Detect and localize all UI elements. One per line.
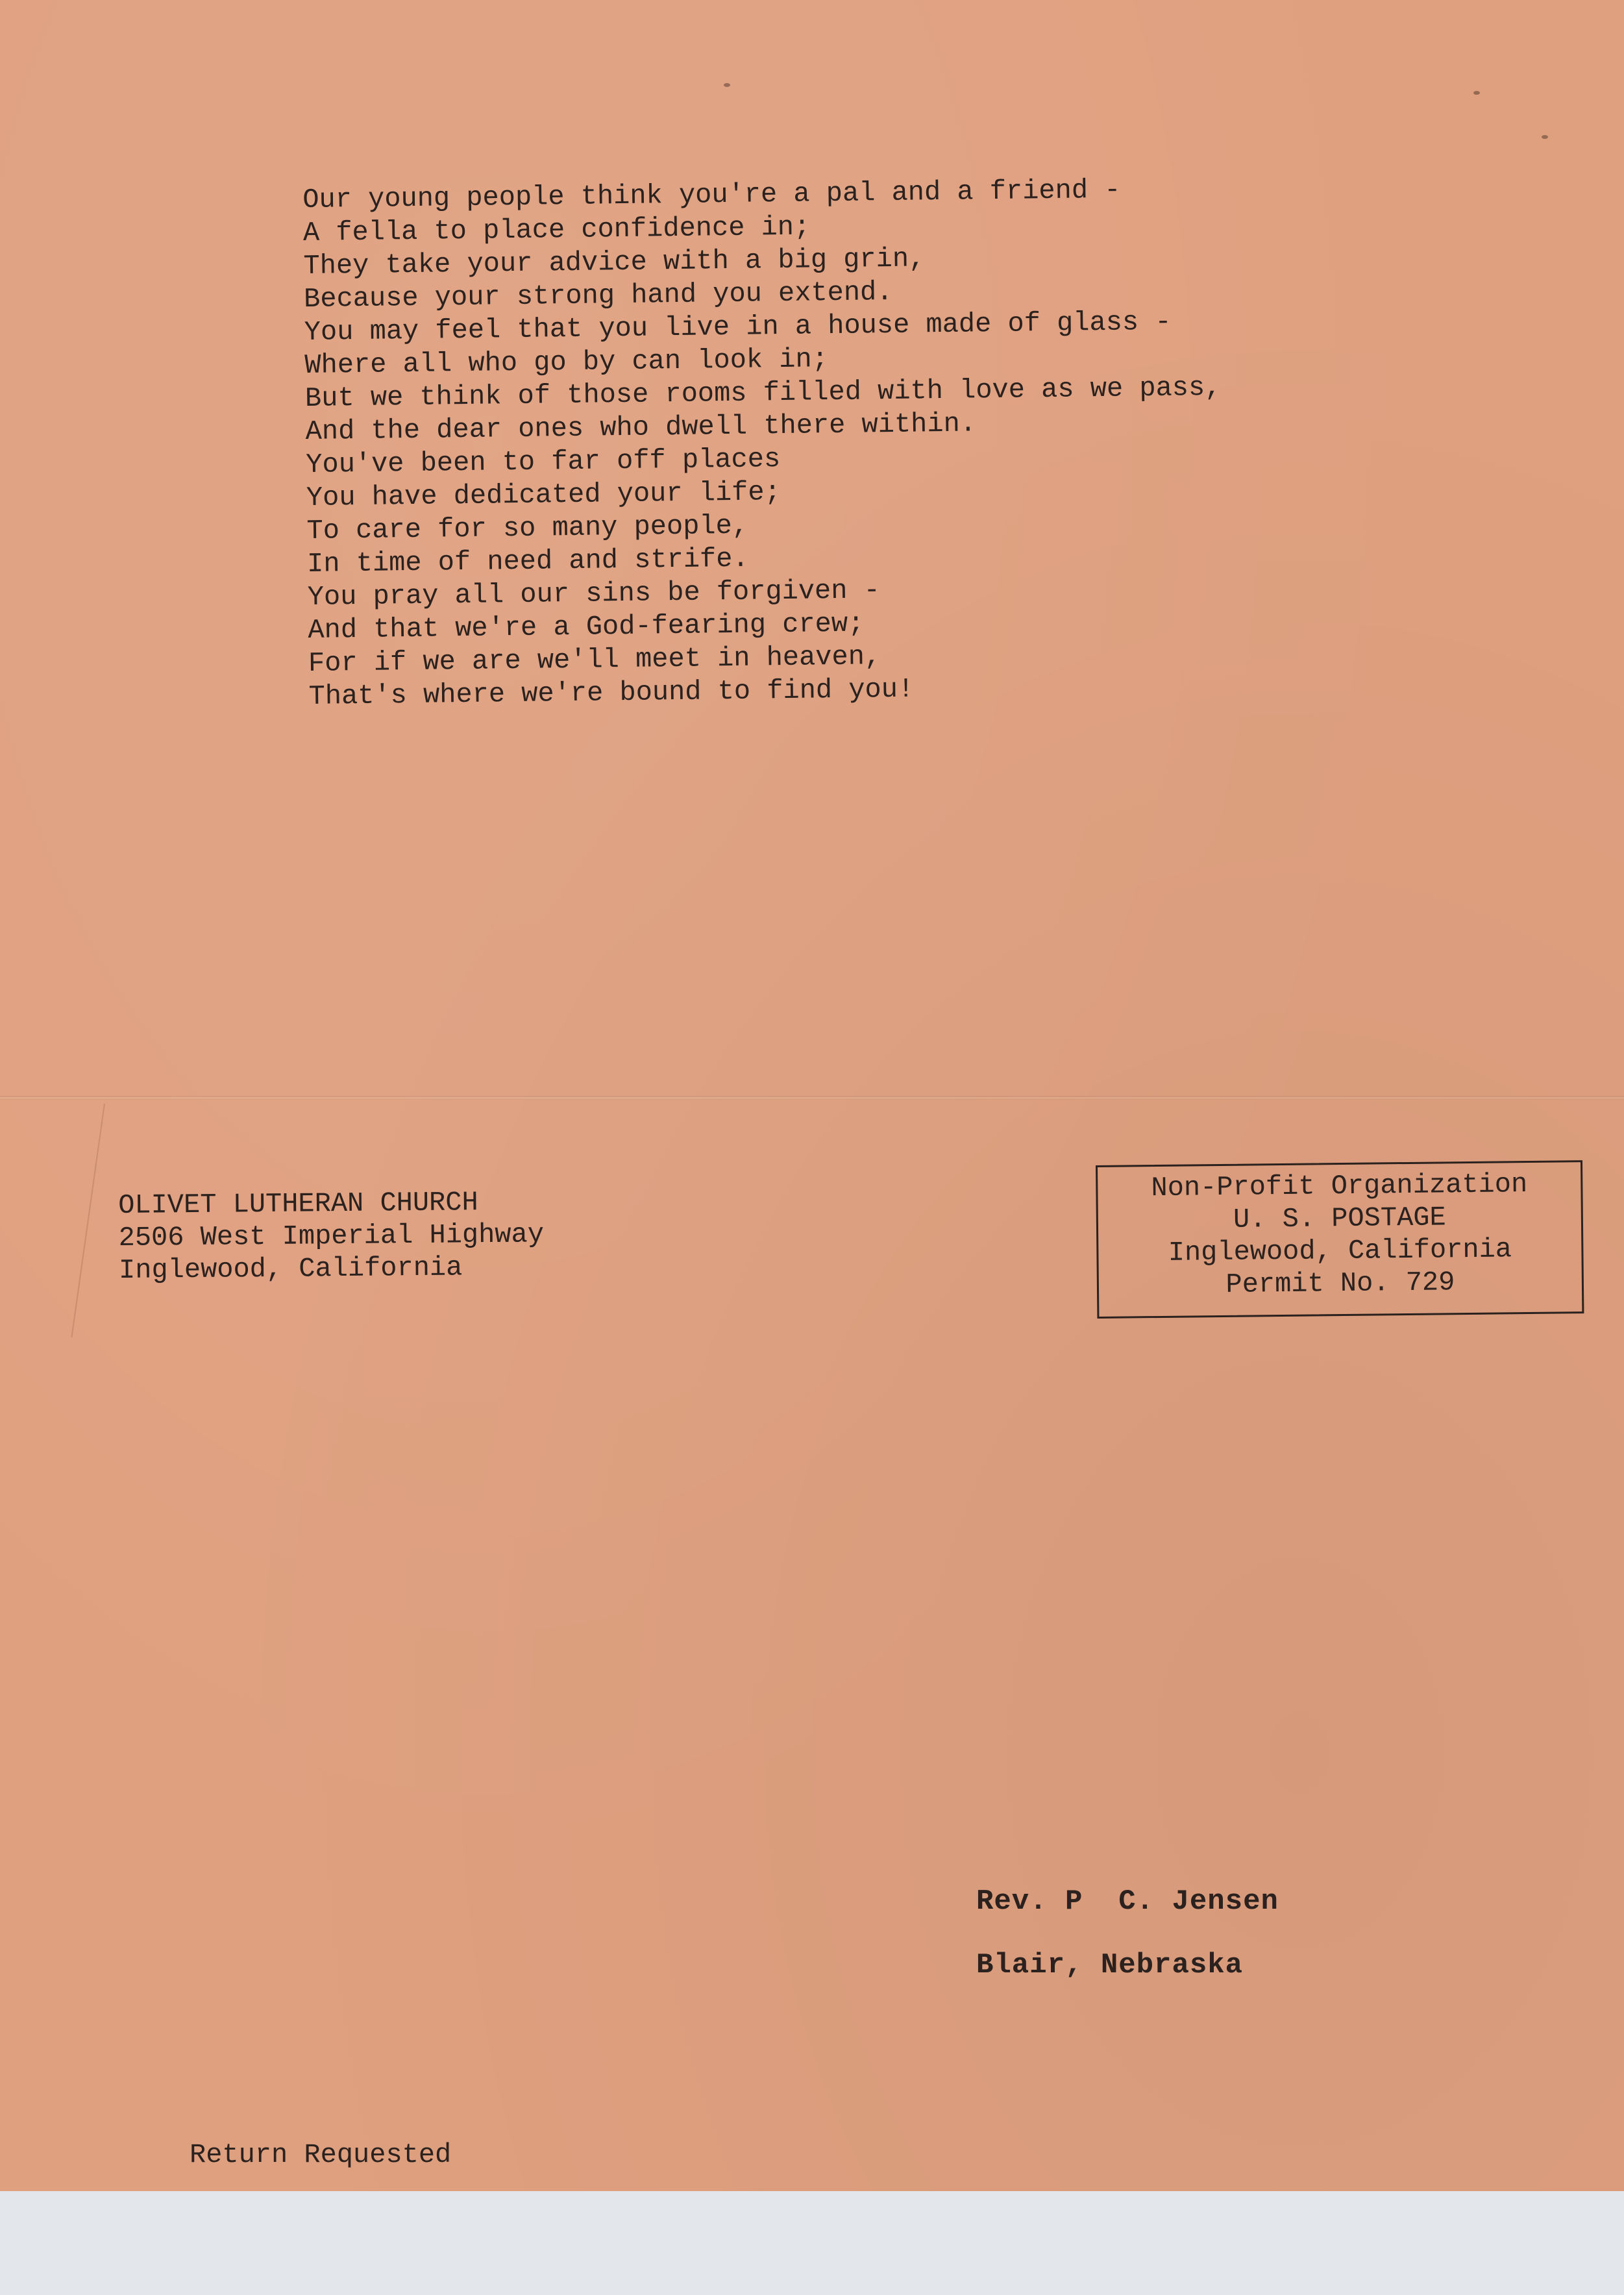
poem-line: But we think of those rooms filled with love as we pass,: [304, 371, 1222, 414]
postage-indicia-box: [1096, 1160, 1584, 1319]
paper-tear: [0, 1104, 105, 1337]
sender-street: 2506 West Imperial Highway: [118, 1219, 545, 1254]
paper-speck: [1473, 91, 1480, 95]
indicia-organization: Non-Profit Organization: [1151, 1169, 1528, 1204]
poem-line: You may feel that you live in a house made of glass -: [304, 306, 1172, 348]
poem-line: You've been to far off places: [305, 443, 781, 480]
poem-line: And that we're a God-fearing crew;: [308, 608, 865, 646]
poem-line: That's where we're bound to find you!: [308, 673, 915, 712]
poem-line: You have dedicated your life;: [306, 477, 781, 514]
poem-line: You pray all our sins be forgiven -: [307, 575, 881, 613]
sender-address: [118, 1185, 545, 1287]
poem-line: Our young people think you're a pal and a friend -: [302, 174, 1121, 216]
poem-line: Because your strong hand you extend.: [303, 276, 893, 315]
paper-speck: [724, 83, 730, 87]
recipient-city: Blair, Nebraska: [976, 1949, 1244, 1981]
poem-line: They take your advice with a big grin,: [303, 243, 926, 282]
poem-line: For if we are we'll meet in heaven,: [308, 641, 881, 679]
poem-block: [302, 171, 1322, 713]
poem-line: A fella to place confidence in;: [302, 211, 811, 249]
poem-line: Where all who go by can look in;: [304, 343, 829, 381]
recipient-address: [976, 1870, 1279, 1997]
fold-crease: [0, 1096, 1624, 1100]
poem-line: In time of need and strife.: [306, 543, 749, 580]
sender-city: Inglewood, California: [118, 1252, 463, 1286]
poem-line: To care for so many people,: [306, 510, 749, 547]
poem-line: And the dear ones who dwell there within.: [305, 408, 977, 447]
sender-name: OLIVET LUTHERAN CHURCH: [118, 1187, 478, 1221]
paper-speck: [1542, 135, 1548, 139]
return-requested-note: Return Requested: [190, 2139, 452, 2170]
indicia-permit: Permit No. 729: [1225, 1267, 1455, 1300]
indicia-city: Inglewood, California: [1168, 1234, 1512, 1269]
recipient-name: Rev. P C. Jensen: [976, 1885, 1279, 1918]
indicia-postage: U. S. POSTAGE: [1233, 1202, 1446, 1235]
